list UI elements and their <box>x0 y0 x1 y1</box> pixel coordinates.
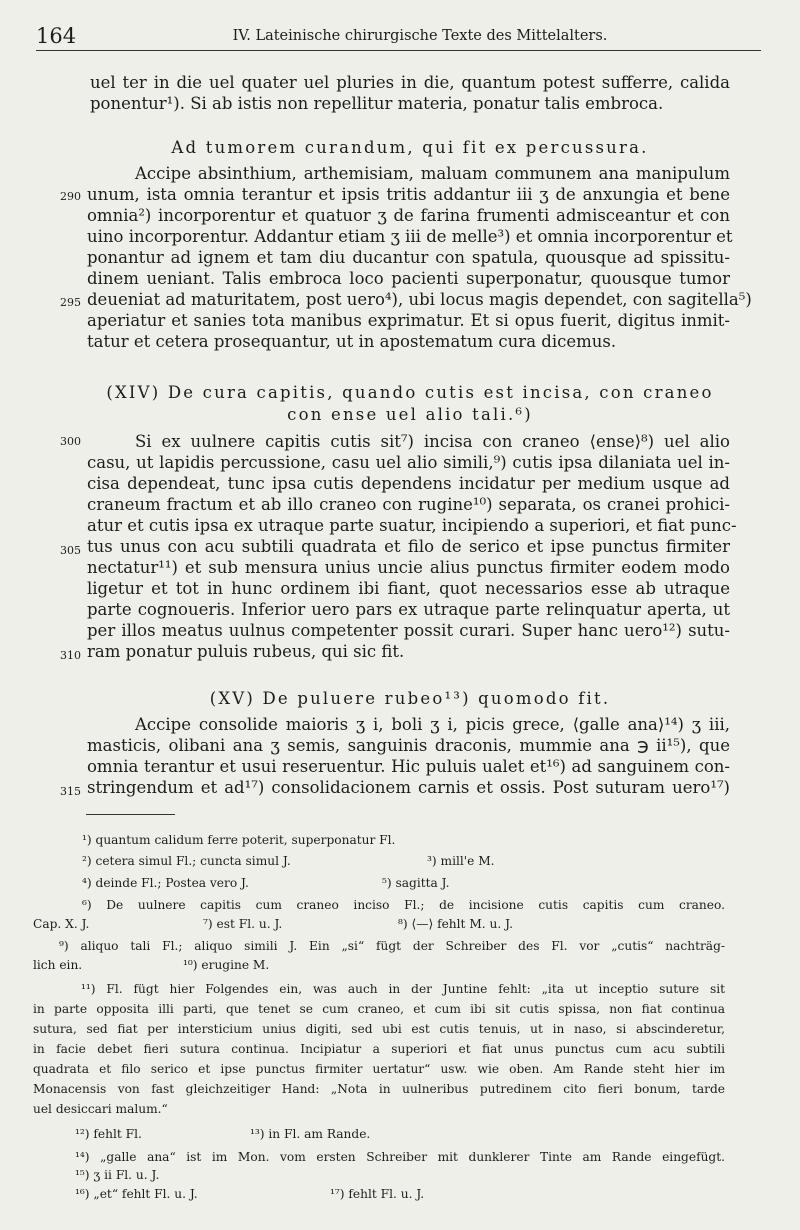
footnote-line <box>75 1126 371 1143</box>
text-line: craneum fractum et ab illo craneo con rugine¹⁰) separata, os cranei prohici- <box>87 495 730 514</box>
footnote-line <box>33 1041 725 1058</box>
footnote-rule <box>86 814 175 815</box>
footnote-line <box>33 1001 725 1018</box>
text-line: uino incorporentur. Addantur etiam ʒ iii de melle³) et omnia incorporentur et <box>87 227 733 246</box>
footnote-text: Monacensis von fast gleichzeitiger Hand: „Nota in uulneribus putredinem cito fieri bonum, tarde <box>33 1082 725 1096</box>
footnote-text: ¹) quantum calidum ferre poterit, superponatur Fl. <box>82 833 396 847</box>
page-header <box>36 22 764 48</box>
line-number: 305 <box>60 544 81 557</box>
footnote-text: ¹⁴) „galle ana“ ist im Mon. vom ersten Schreiber mit dunklerer Tinte am Rande eingefügt. <box>75 1150 725 1164</box>
text-line: omnia terantur et usui reseruentur. Hic puluis ualet et¹⁶) ad sanguinem con- <box>87 757 730 776</box>
text-line: unum, ista omnia terantur et ipsis tritis addantur iii ʒ de anxungia et bene <box>87 185 730 204</box>
section-heading: (XV) De puluere rubeo¹³) quomodo fit. <box>209 689 611 708</box>
footnote-text: ⁵) sagitta J. <box>382 876 450 890</box>
line-number: 310 <box>60 649 81 662</box>
section-heading: con ense uel alio tali.⁶) <box>287 405 533 424</box>
text-line: uel ter in die uel quater uel pluries in die, quantum potest sufferre, calida <box>90 73 730 92</box>
footnote-text: ¹⁶) „et“ fehlt Fl. u. J. <box>75 1187 198 1201</box>
footnote-text: sutura, sed fiat per intersticium unius digiti, sed ubi est cutis tenuis, ut in naso, si abscinderetur, <box>33 1022 725 1036</box>
footnote-line <box>33 1021 725 1038</box>
footnote-text: Cap. X. J. <box>33 917 90 931</box>
footnote-text: quadrata et filo serico et ipse punctus firmiter uertatur“ usw. wie oben. Am Rande steht hier im <box>33 1062 725 1076</box>
footnote-text: ⁹) aliquo tali Fl.; aliquo simili J. Ein „si“ fügt der Schreiber des Fl. vor „cutis“ nachträg- <box>59 939 725 953</box>
text-line: aperiatur et sanies tota manibus exprimatur. Et si opus fuerit, digitus inmit- <box>87 311 730 330</box>
text-line: omnia²) incorporentur et quatuor ʒ de farina frumenti admisceantur et con <box>87 206 730 225</box>
footnote-text: in facie debet fieri sutura continua. Incipiatur a superiori et fiat unus punctus cum acu subtili <box>33 1042 725 1056</box>
section-heading: Ad tumorem curandum, qui fit ex percussura. <box>171 138 649 157</box>
footnote-line <box>82 875 450 892</box>
text-line: cisa dependeat, tunc ipsa cutis dependens incidatur per medium usque ad <box>87 474 730 493</box>
text-line: Accipe absinthium, arthemisiam, maluam communem ana manipulum <box>135 164 730 183</box>
text-line: stringendum et ad¹⁷) consolidacionem carnis et ossis. Post suturam uero¹⁷) <box>87 778 730 797</box>
text-line: nectatur¹¹) et sub mensura unius uncie alius punctus firmiter eodem modo <box>87 558 730 577</box>
footnote-text: ⁷) est Fl. u. J. <box>203 917 283 931</box>
footnote-text: ⁴) deinde Fl.; Postea vero J. <box>82 876 249 890</box>
text-line: dinem ueniant. Talis embroca loco pacienti superponatur, quousque tumor <box>87 269 730 288</box>
page-number: 164 <box>36 24 77 48</box>
footnote-line <box>59 938 725 955</box>
footnote-line <box>33 957 270 974</box>
line-number: 315 <box>60 785 81 798</box>
section-heading: (XIV) De cura capitis, quando cutis est incisa, con craneo <box>106 383 714 402</box>
text-line: Si ex uulnere capitis cutis sit⁷) incisa con craneo ⟨ense⟩⁸) uel alio <box>135 432 730 451</box>
footnote-text: ²) cetera simul Fl.; cuncta simul J. <box>82 854 291 868</box>
text-line: atur et cutis ipsa ex utraque parte suatur, incipiendo a superiori, et fiat punc- <box>87 516 737 535</box>
footnote-line <box>75 1167 159 1184</box>
text-line: masticis, olibani ana ʒ semis, sanguinis draconis, mummie ana ℈ ii¹⁵), que <box>87 736 730 755</box>
footnote-text: ³) mill'e M. <box>427 854 495 868</box>
footnote-line <box>82 832 395 849</box>
text-line: parte cognoueris. Inferior uero pars ex utraque parte relinquatur aperta, ut <box>87 600 730 619</box>
footnote-line <box>75 1149 725 1166</box>
footnote-line <box>81 981 725 998</box>
footnote-text: ¹³) in Fl. am Rande. <box>250 1127 371 1141</box>
footnote-line <box>33 1101 168 1118</box>
text-line: ponentur¹). Si ab istis non repellitur materia, ponatur talis embroca. <box>90 94 664 113</box>
footnote-text: ¹⁵) ʒ ii Fl. u. J. <box>75 1168 160 1182</box>
line-number: 300 <box>60 435 81 448</box>
text-line: Accipe consolide maioris ʒ i, boli ʒ i, picis grece, ⟨galle ana⟩¹⁴) ʒ iii, <box>135 715 730 734</box>
footnote-line <box>33 1061 725 1078</box>
footnote-line <box>82 897 725 914</box>
footnote-text: ⁶) De uulnere capitis cum craneo inciso Fl.; de incisione cutis capitis cum craneo. <box>82 898 725 912</box>
header-rule <box>36 50 761 51</box>
text-line: per illos meatus uulnus competenter possit curari. Super hanc uero¹²) sutu- <box>87 621 730 640</box>
text-line: tus unus con acu subtili quadrata et filo de serico et ipse punctus firmiter <box>87 537 730 556</box>
line-number: 290 <box>60 190 81 203</box>
line-number: 295 <box>60 296 81 309</box>
text-line: ponantur ad ignem et tam diu ducantur con spatula, quousque ad spissitu- <box>87 248 730 267</box>
text-line: tatur et cetera prosequantur, ut in apostematum cura dicemus. <box>87 332 617 351</box>
footnote-line <box>82 853 495 870</box>
footnote-text: lich ein. <box>33 958 83 972</box>
footnote-text: in parte opposita illi parti, que tenet se cum craneo, et cum ibi sit cutis spissa, non fiat continua <box>33 1002 725 1016</box>
text-line: ligetur et tot in hunc ordinem ibi fiant, quot necessarios esse ab utraque <box>87 579 730 598</box>
text-line: ram ponatur puluis rubeus, qui sic fit. <box>87 642 405 661</box>
footnote-line <box>33 916 513 933</box>
footnote-line <box>75 1186 425 1203</box>
footnote-text: ⁸) ⟨—⟩ fehlt M. u. J. <box>398 917 513 931</box>
running-head: IV. Lateinische chirurgische Texte des Mittelalters. <box>232 28 608 44</box>
text-line: casu, ut lapidis percussione, casu uel alio simili,⁹) cutis ipsa dilaniata uel in- <box>87 453 730 472</box>
footnote-text: ¹⁰) erugine M. <box>183 958 270 972</box>
footnote-text: ¹²) fehlt Fl. <box>75 1127 142 1141</box>
footnote-line <box>33 1081 725 1098</box>
footnote-text: ¹⁷) fehlt Fl. u. J. <box>330 1187 425 1201</box>
footnote-text: ¹¹) Fl. fügt hier Folgendes ein, was auch in der Juntine fehlt: „ita ut inceptio suture sit <box>81 982 725 996</box>
footnote-text: uel desiccari malum.“ <box>33 1102 168 1116</box>
text-line: deueniat ad maturitatem, post uero⁴), ubi locus magis dependet, con sagitella⁵) <box>87 290 752 309</box>
